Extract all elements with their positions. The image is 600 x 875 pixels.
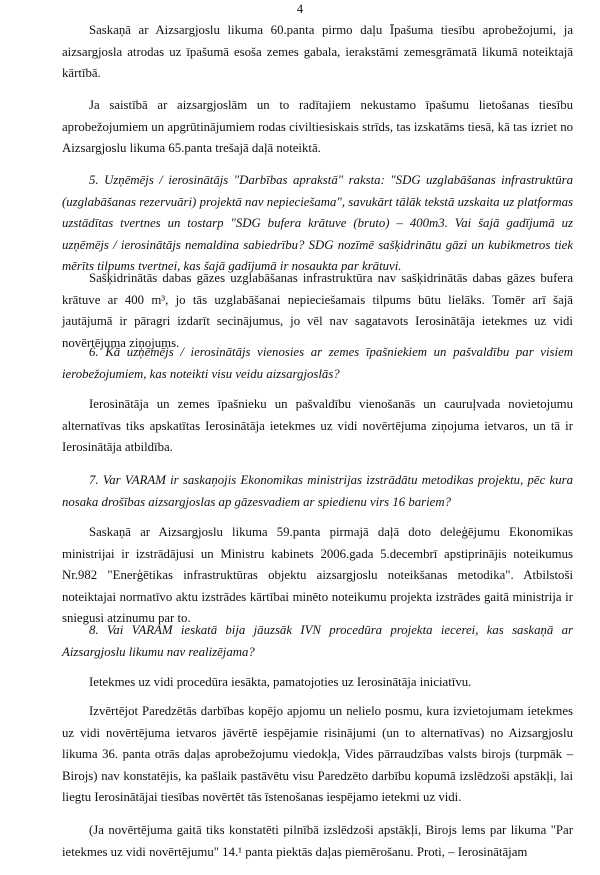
answer-5: Sašķidrinātās dabas gāzes uzglabāšanas infrastruktūra nav sašķidrinātās dabas gāzes bufera krātuve ar 400 m³, jo tās uzglabāšanai nepieciešamais tilpums būtu lielāks. Tomēr arī šajā jautājumā ir pāragri izdarīt secinājumus, jo vēl nav sagatavots Ierosinātāja ietekmes uz vidi novērtējuma ziņojums. [62,271,573,350]
page-number: 4 [296,2,304,16]
answer-8-intro: Ietekmes uz vidi procedūra iesākta, pamatojoties uz Ierosinātāja iniciatīvu. [89,675,472,689]
question-8: 8. Vai VARAM ieskatā bija jāuzsāk IVN procedūra projekta iecerei, kas saskaņā ar Aizsargjoslu likumu nav realizējama? [62,623,573,659]
question-5: 5. Uzņēmējs / ierosinātājs "Darbības aprakstā" raksta: "SDG uzglabāšanas infrastruktūra (uzglabāšanas rezervuāri) projektā nav nepieciešama", savukārt tālāk tekstā uzskaita uz platformas uzstādītas tvertnes un tostarp "SDG bufera krātuve (bruto) – 400m3. Vai šajā gadījumā uz uzņēmējs / ierosinātājs nemaldina sabiedrību? SDG nozīmē sašķidrinātu gāzi un kubikmetros tiek mērīts tilpums tvertnei, kas šajā gadījumā ir nosaukta par krātuvi. [62,173,573,273]
answer-8-body: Izvērtējot Paredzētās darbības kopējo apjomu un nelielo posmu, kura izvietojumam ietekmes uz vidi novērtējuma ietvaros jāvērtē iespējamie risinājumi (un to alternatīvas) no Aizsargjoslu likuma 36. panta otrās daļas aprobežojumu viedokļa, Vides pārraudzības valsts birojs (turpmāk – Birojs) nav konstatējis, ka pašlaik pastāvētu visu Paredzēto darbību kopumā izslēdzoši apstākļi, lai liegtu Ierosinātājai tiesības novērtēt tās īstenošanas iespējamo ietekmi uz vidi. [62,704,573,804]
answer-8-note: (Ja novērtējuma gaitā tiks konstatēti pilnībā izslēdzoši apstākļi, Birojs lems par likuma "Par ietekmes uz vidi novērtējumu" 14.¹ panta piektās daļas piemērošanu. Proti, – Ierosinātājam [62,823,573,859]
paragraph-2: Ja saistībā ar aizsargjoslām un to radītajiem nekustamo īpašumu lietošanas tiesību aprobežojumiem un apgrūtinājumiem rodas civiltiesiskais strīds, tas izskatāms tiesā, kā tas izriet no Aizsargjoslu likuma 65.panta trešajā daļā noteiktā. [62,98,573,155]
answer-6: Ierosinātāja un zemes īpašnieku un pašvaldību vienošanās un cauruļvada novietojumu alternatīvas tiks apskatītas Ierosinātāja ietekmes uz vidi novērtējuma ziņojuma ietvaros, un tā ir Ierosinātāja atbildība. [62,397,573,454]
paragraph-1: Saskaņā ar Aizsargjoslu likuma 60.panta pirmo daļu Īpašuma tiesību aprobežojumi, ja aizsargjosla atrodas uz īpašumā esoša zemes gabala, ierakstāmi zemesgrāmatā likumā noteiktajā kārtībā. [62,23,573,80]
question-6: 6. Kā uzņēmējs / ierosinātājs vienosies ar zemes īpašniekiem un pašvaldību par visiem ierobežojumiem, kas noteikti visu veidu aizsargjoslās? [62,345,573,381]
question-7: 7. Var VARAM ir saskaņojis Ekonomikas ministrijas izstrādātu metodikas projektu, pēc kura nosaka drošības aizsargjoslas ap gāzesvadiem ar spiedienu virs 16 bariem? [62,473,573,509]
answer-7: Saskaņā ar Aizsargjoslu likuma 59.panta pirmajā daļā doto deleģējumu Ekonomikas ministrijai ir izstrādājusi un Ministru kabinets 2006.gada 5.decembrī apstiprinājis noteikumus Nr.982 "Enerģētikas infrastruktūras objektu aizsargjoslu noteikšanas metodika". Atbilstoši noteiktajai normatīvo aktu izstrādes kārtībai minēto noteikumu projekta izstrādes gaitā ministrija ir sniegusi atzinumu par to. [62,525,573,625]
